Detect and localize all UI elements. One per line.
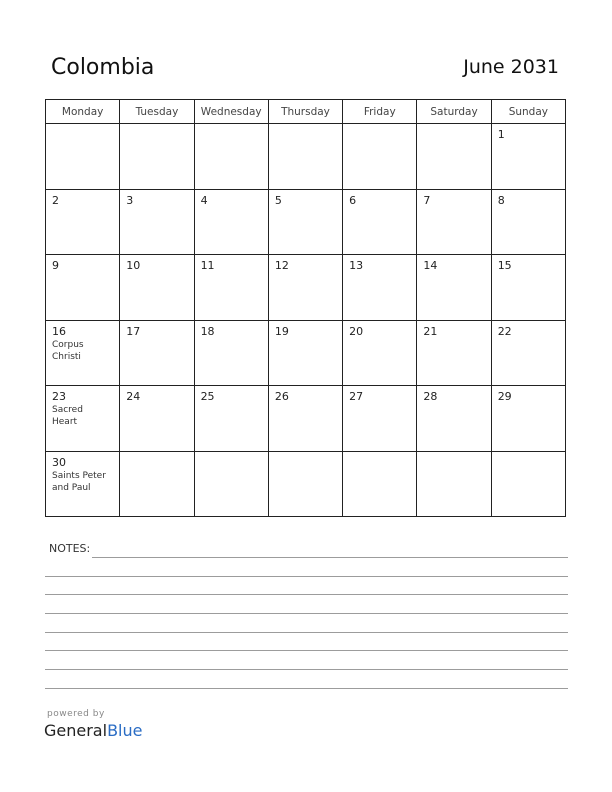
day-cell xyxy=(417,189,491,255)
month-year-title: June 2031 xyxy=(463,56,559,78)
day-number: 6 xyxy=(349,193,357,207)
week-row xyxy=(46,124,566,190)
day-number: 1 xyxy=(497,128,505,141)
day-cell xyxy=(491,124,565,190)
day-cell xyxy=(46,124,120,190)
day-cell xyxy=(46,255,120,321)
day-cell xyxy=(120,124,194,190)
weekday-header: Friday xyxy=(343,100,417,124)
day-number: 11 xyxy=(200,259,215,272)
day-number: 28 xyxy=(423,390,438,403)
day-cell xyxy=(491,189,565,255)
day-number: 8 xyxy=(497,193,505,207)
day-number: 2 xyxy=(52,193,59,207)
week-row xyxy=(46,386,566,452)
day-cell xyxy=(46,386,120,452)
day-number: 14 xyxy=(423,259,438,272)
week-row xyxy=(46,255,566,321)
day-number: 10 xyxy=(126,259,141,272)
note-line xyxy=(45,613,568,614)
day-cell xyxy=(417,255,491,321)
day-cell xyxy=(120,255,194,321)
weekday-header: Tuesday xyxy=(120,100,194,124)
day-cell xyxy=(417,386,491,452)
day-cell xyxy=(268,386,342,452)
brand-blue: Blue xyxy=(107,721,143,740)
note-line xyxy=(45,688,568,689)
note-line xyxy=(45,576,568,577)
calendar-grid xyxy=(45,99,566,517)
generalblue-logo xyxy=(44,721,142,740)
day-cell xyxy=(46,189,120,255)
country-title: Colombia xyxy=(51,55,155,80)
day-cell xyxy=(194,451,268,517)
note-line xyxy=(45,632,568,633)
day-number: 9 xyxy=(52,259,59,272)
day-cell xyxy=(120,320,194,386)
day-cell xyxy=(343,320,417,386)
day-number: 24 xyxy=(126,390,141,403)
day-number: 15 xyxy=(497,259,512,272)
note-line xyxy=(92,557,568,558)
day-cell xyxy=(120,386,194,452)
weekday-header-row xyxy=(46,100,566,124)
weekday-header: Saturday xyxy=(417,100,491,124)
day-number: 20 xyxy=(349,324,364,338)
day-number: 16 xyxy=(52,324,66,338)
day-cell xyxy=(343,451,417,517)
day-cell xyxy=(194,189,268,255)
day-cell xyxy=(491,255,565,321)
weekday-header: Sunday xyxy=(491,100,565,124)
day-cell xyxy=(268,255,342,321)
day-cell xyxy=(268,451,342,517)
day-number: 7 xyxy=(423,193,431,207)
day-number: 30 xyxy=(52,455,66,469)
day-cell xyxy=(194,124,268,190)
day-cell xyxy=(46,451,120,517)
holiday-label xyxy=(52,404,115,428)
holiday-label-line: Christi xyxy=(52,351,81,362)
day-number: 26 xyxy=(274,390,289,403)
holiday-label-line: Heart xyxy=(52,417,78,427)
day-number: 29 xyxy=(497,390,512,403)
day-number: 17 xyxy=(126,324,141,338)
day-cell xyxy=(268,189,342,255)
note-line xyxy=(45,669,568,670)
day-cell xyxy=(343,189,417,255)
holiday-label xyxy=(52,339,115,363)
holiday-label-line: and Paul xyxy=(52,482,91,493)
day-cell xyxy=(491,320,565,386)
day-number: 3 xyxy=(126,193,134,207)
day-number: 25 xyxy=(200,390,215,403)
day-cell xyxy=(343,255,417,321)
day-number: 23 xyxy=(52,390,66,403)
weekday-header: Monday xyxy=(46,100,120,124)
week-row xyxy=(46,320,566,386)
day-cell xyxy=(491,451,565,517)
note-line xyxy=(45,650,568,651)
day-number: 13 xyxy=(349,259,364,272)
holiday-label-line: Saints Peter xyxy=(52,470,106,481)
holiday-label-line: Corpus xyxy=(52,339,84,350)
day-cell xyxy=(194,386,268,452)
day-number: 4 xyxy=(200,193,208,207)
day-cell xyxy=(194,320,268,386)
week-row xyxy=(46,451,566,517)
holiday-label xyxy=(52,470,115,494)
day-number: 18 xyxy=(200,324,215,338)
weekday-header: Wednesday xyxy=(194,100,268,124)
day-cell xyxy=(343,386,417,452)
day-cell xyxy=(120,189,194,255)
day-cell xyxy=(46,320,120,386)
day-cell xyxy=(491,386,565,452)
holiday-label-line: Sacred xyxy=(52,405,83,415)
day-cell xyxy=(417,124,491,190)
day-number: 27 xyxy=(349,390,364,403)
day-number: 12 xyxy=(274,259,289,272)
day-cell xyxy=(417,451,491,517)
day-number: 5 xyxy=(274,193,282,207)
note-line xyxy=(45,594,568,595)
day-cell xyxy=(120,451,194,517)
day-number: 19 xyxy=(274,324,289,338)
notes-label: NOTES: xyxy=(49,542,91,555)
day-cell xyxy=(268,320,342,386)
day-number: 22 xyxy=(497,324,512,338)
powered-by-text: powered by xyxy=(47,709,105,719)
day-cell xyxy=(417,320,491,386)
day-number: 21 xyxy=(423,324,438,338)
week-row xyxy=(46,189,566,255)
day-cell xyxy=(343,124,417,190)
day-cell xyxy=(268,124,342,190)
day-cell xyxy=(194,255,268,321)
weekday-header: Thursday xyxy=(268,100,342,124)
brand-general: General xyxy=(44,721,108,740)
